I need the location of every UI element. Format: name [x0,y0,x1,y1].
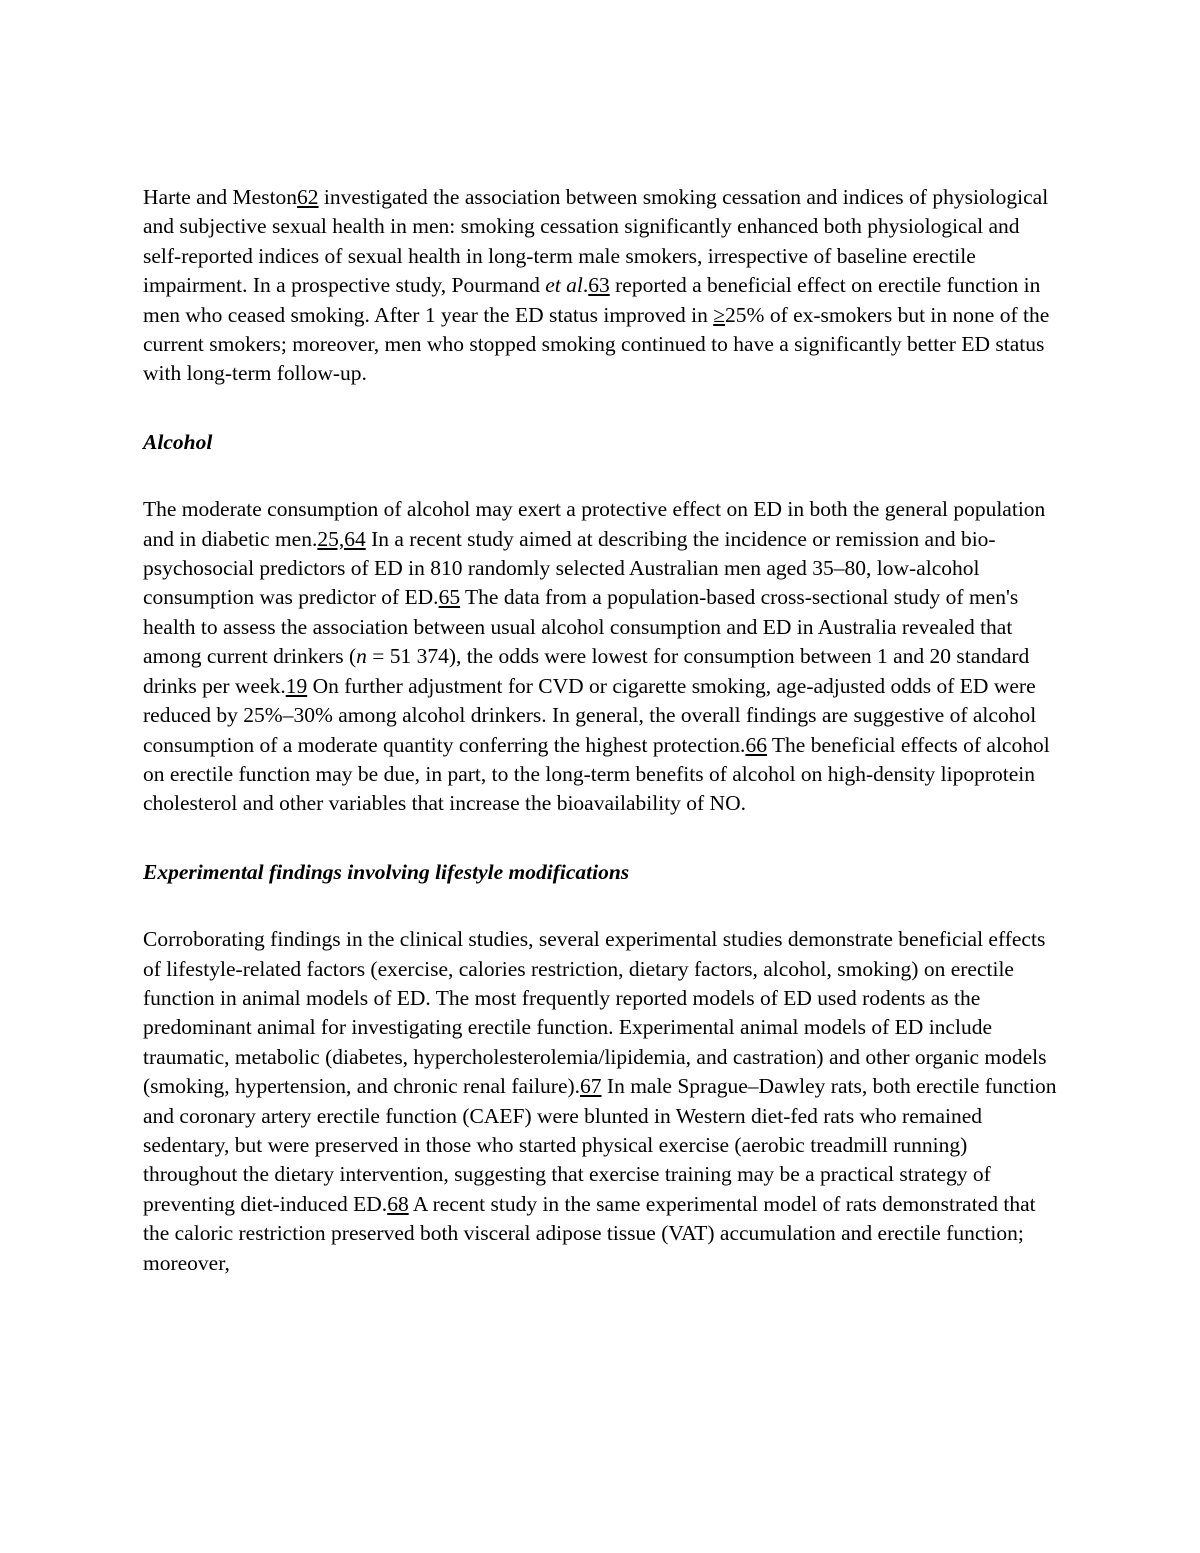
text: The beneficial effects of alcohol on erectile function may be due, in part, to the long-term benefits of alcohol on high-density lipoprotein cholesterol and other variables that increase the bioavailability of NO. [143,732,1050,816]
paragraph-alcohol [143,495,1063,818]
reference-link-67[interactable]: 67 [580,1074,602,1099]
text: 25% of ex-smokers but in none of the current smokers; moreover, men who stopped smoking continued to have a significantly better ED status with long-term follow-up. [143,302,1050,386]
reference-link-19[interactable]: 19 [285,673,308,698]
reference-link-66[interactable]: 66 [745,732,767,757]
text: Harte and Meston [143,185,298,209]
reference-link-68[interactable]: 68 [387,1191,409,1216]
paragraph-experimental-findings [143,925,1063,1278]
text: = 51 374), the odds were lowest for consumption between 1 and 20 standard drinks per week. [143,644,1030,698]
text: The data from a population-based cross-sectional study of men's health to assess the association between usual alcohol consumption and ED in Australia revealed that among current drinkers ( [143,585,1019,669]
text: reported a beneficial effect on erectile function in men who ceased smoking. After 1 year the ED status improved in [143,273,1041,327]
text: A recent study in the same experimental model of rats demonstrated that the caloric restriction preserved both visceral adipose tissue (VAT) accumulation and erectile function; moreover, [143,1191,1036,1275]
et-al-italic: et al [545,273,583,298]
paragraph-smoking-cessation [143,183,1063,389]
text: investigated the association between smoking cessation and indices of physiological and subjective sexual health in men: smoking cessation significantly enhanced both physiological and self-reported indices of sexual health in long-term male smokers, irrespective of baseline erectile impairment. In a prospective study, Pourmand [143,185,1049,298]
section-heading-alcohol: Alcohol [143,429,213,454]
section-heading-experimental-findings: Experimental findings involving lifestyle modifications [143,859,630,884]
reference-link-63[interactable]: 63 [588,273,610,298]
text: The moderate consumption of alcohol may exert a protective effect on ED in both the general population and in diabetic men. [143,497,1046,551]
text: Corroborating findings in the clinical studies, several experimental studies demonstrate beneficial effects of lifestyle-related factors (exercise, calories restriction, dietary factors, alcohol, smoking) on erectile function in animal models of ED. The most frequently reported models of ED used rodents as the predominant animal for investigating erectile function. Experimental animal models of ED include traumatic, metabolic (diabetes, hypercholesterolemia/lipidemia, and castration) and other organic models (smoking, hypertension, and chronic renal failure). [143,927,1047,1099]
reference-link-25-64[interactable]: 25,64 [317,526,366,551]
reference-link-62[interactable]: 62 [297,185,319,209]
text: In male Sprague–Dawley rats, both erectile function and coronary artery erectile function (CAEF) were blunted in Western diet-fed rats who remained sedentary, but were preserved in those who started physical exercise (aerobic treadmill running) throughout the dietary intervention, suggesting that exercise training may be a practical strategy of preventing diet-induced ED. [143,1074,1057,1216]
n-italic: n [356,644,367,669]
text: . [582,273,589,298]
reference-link-65[interactable]: 65 [438,585,461,610]
text: On further adjustment for CVD or cigarette smoking, age-adjusted odds of ED were reduced by 25%–30% among alcohol drinkers. In general, the overall findings are suggestive of alcohol consumption of a moderate quantity conferring the highest protection. [143,673,1037,757]
greater-equal-symbol: ≥ [713,302,726,327]
text: In a recent study aimed at describing the incidence or remission and bio-psychosocial predictors of ED in 810 randomly selected Australian men aged 35–80, low-alcohol consumption was predictor of ED. [143,526,996,610]
document-page [143,183,1063,1278]
